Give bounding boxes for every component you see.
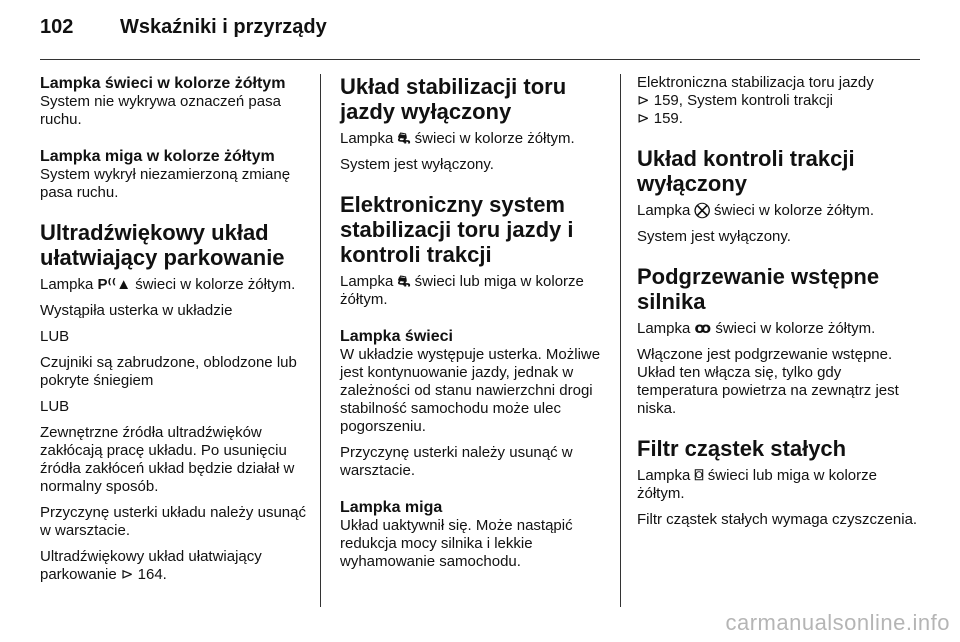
heading-esc: Elektroniczny system stabilizacji toru jazdy i kontroli trakcji [340, 192, 574, 267]
text-or: LUB [40, 398, 70, 415]
text-system-off: System jest wyłączony. [637, 228, 791, 245]
text-preheat-info: Włączone jest podgrzewanie wstępne. Układ ten włącza się, tylko gdy temperatura powietrza na zewnątrz jest niska. [637, 346, 899, 417]
text-lane-none: System nie wykrywa oznaczeń pasa ruchu. [40, 93, 281, 128]
column-divider [320, 74, 321, 607]
text-dpf-info: Filtr cząstek stałych wymaga czyszczenia. [637, 511, 918, 528]
text-esc-lamp: Lampka ⛐ świeci lub miga w kolorze żółtym. [340, 273, 584, 308]
text-lamp-blink: Układ uaktywnił się. Może nastąpić redukcja mocy silnika i lekkie wyhamowanie samochodu. [340, 517, 573, 570]
heading-yellow-blink: Lampka miga w kolorze żółtym [40, 148, 275, 165]
text-dpf-lamp: Lampka ⌼ świeci lub miga w kolorze żółtym. [637, 467, 877, 502]
heading-tc-off: Układ kontroli trakcji wyłączony [637, 146, 855, 196]
text-tc-lamp: Lampka ⛒ świeci w kolorze żółtym. [637, 202, 875, 219]
text-lamp-on: W układzie występuje usterka. Możliwe jest kontynuowanie jazdy, jednak w zależności od stanu nawierzchni drogi stabilność samochodu może ulec pogorszeniu. [340, 346, 601, 435]
watermark: carmanualsonline.info [725, 610, 950, 635]
heading-yellow-on: Lampka świeci w kolorze żółtym [40, 75, 286, 92]
text-sensors: Czujniki są zabrudzone, oblodzone lub pokryte śniegiem [40, 354, 297, 389]
traction-control-off-icon: ⛒ [694, 202, 710, 219]
page-header [40, 16, 327, 46]
heading-esc-off: Układ stabilizacji toru jazdy wyłączony [340, 74, 567, 124]
column-2 [340, 74, 610, 579]
text-fault: Wystąpiła usterka w układzie [40, 302, 233, 319]
text-preheat-lamp: Lampka ꝏ świeci w kolorze żółtym. [637, 320, 876, 337]
text-repair: Przyczynę usterki układu należy usunąć w warsztacie. [40, 504, 306, 539]
particulate-filter-icon: ⌼ [694, 467, 704, 484]
heading-preheat: Podgrzewanie wstępne silnika [637, 264, 880, 314]
esc-icon: ⛐ [397, 273, 411, 290]
reference-arrow-icon: ⊳ [637, 92, 650, 109]
esc-off-icon: ⛐ [397, 130, 411, 147]
heading-parking: Ultradźwiękowy układ ułatwiający parkowanie [40, 220, 285, 270]
parking-sensor-icon: P⁽⁽▲ [97, 276, 132, 293]
reference-arrow-icon: ⊳ [637, 110, 650, 127]
column-3 [637, 74, 922, 537]
header-rule [40, 59, 920, 60]
heading-dpf: Filtr cząstek stałych [637, 436, 847, 461]
column-1 [40, 74, 310, 592]
heading-lamp-blink: Lampka miga [340, 499, 443, 516]
reference-arrow-icon: ⊳ [120, 566, 134, 583]
text-or: LUB [40, 328, 70, 345]
text-references: Elektroniczna stabilizacja toru jazdy ⊳ 159, System kontroli trakcji ⊳ 159. [637, 74, 874, 127]
column-divider [620, 74, 621, 607]
text-lane-change: System wykrył niezamierzoną zmianę pasa ruchu. [40, 166, 291, 201]
heading-lamp-on: Lampka świeci [340, 328, 453, 345]
text-system-off: System jest wyłączony. [340, 156, 494, 173]
text-esc-off-lamp: Lampka ⛐ świeci w kolorze żółtym. [340, 130, 575, 147]
glow-plug-icon: ꝏ [694, 320, 712, 337]
text-repair: Przyczynę usterki należy usunąć w warsztacie. [340, 444, 573, 479]
text-interference: Zewnętrzne źródła ultradźwięków zakłócają pracę układu. Po usunięciu źródła zakłóceń układ będzie działał w normalny sposób. [40, 424, 295, 495]
text-park-lamp: Lampka P⁽⁽▲ świeci w kolorze żółtym. [40, 276, 296, 293]
text-park-reference: Ultradźwiękowy układ ułatwiający parkowanie ⊳ 164. [40, 548, 262, 583]
page-title: Wskaźniki i przyrządy [120, 16, 327, 38]
page-number: 102 [40, 16, 74, 38]
